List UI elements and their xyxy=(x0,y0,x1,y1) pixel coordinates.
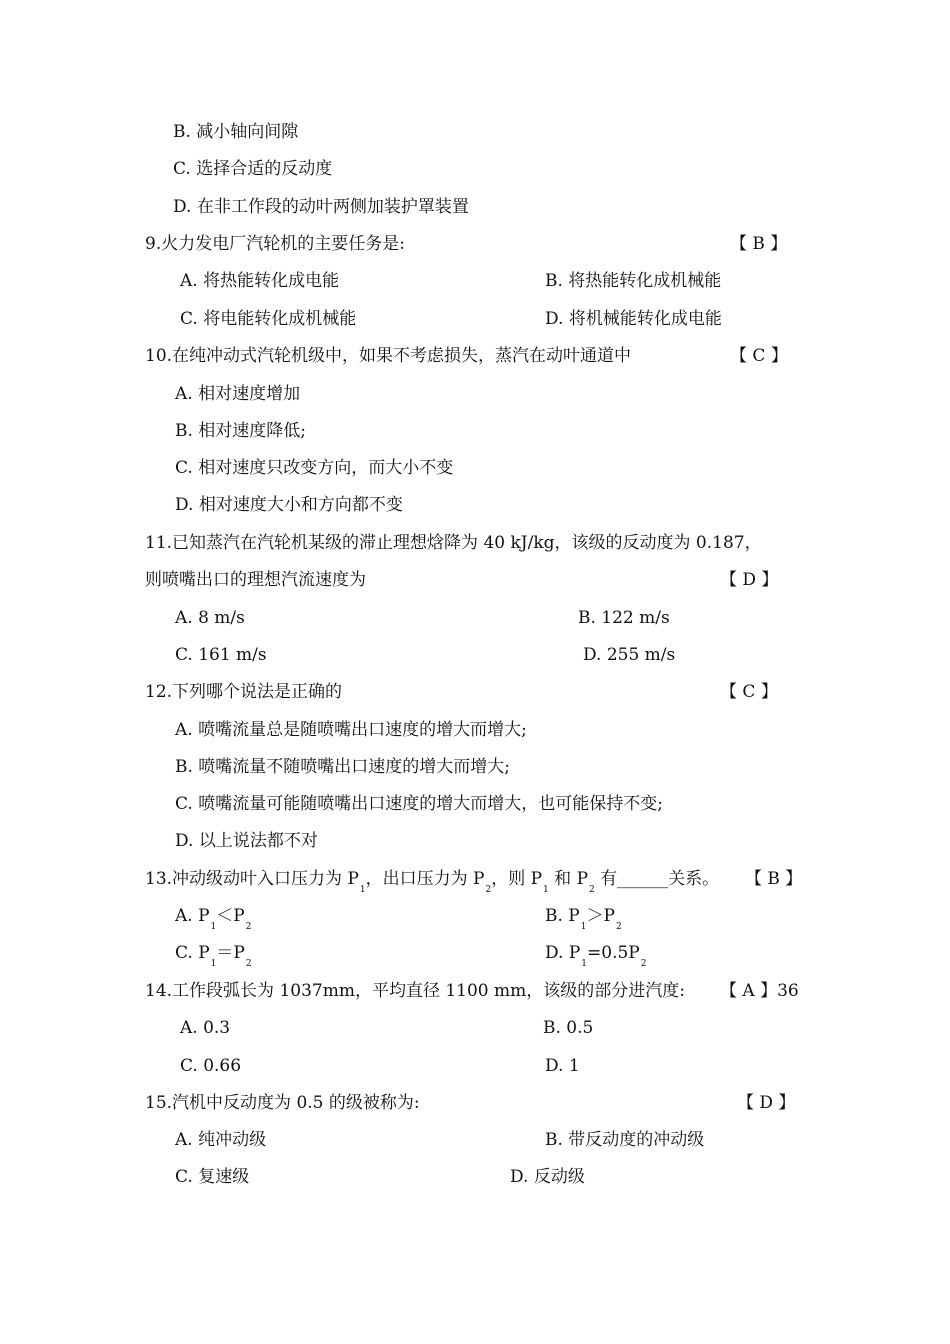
q12-answer: 【 C 】 xyxy=(720,682,778,702)
q8-option-c: C. 选择合适的反动度 xyxy=(173,159,333,179)
q14-option-d: D. 1 xyxy=(545,1056,580,1076)
q13-stem-part3: ，则 P xyxy=(491,869,543,889)
q8-option-d: D. 在非工作段的动叶两侧加装护罩装置 xyxy=(173,197,469,217)
q11-option-c: C. 161 m/s xyxy=(175,645,267,665)
q13-stem xyxy=(145,868,719,893)
q15-option-d: D. 反动级 xyxy=(510,1167,585,1187)
q13-d-sub1: 1 xyxy=(581,959,588,969)
q13-stem-part4: 和 P xyxy=(548,869,589,889)
q13-c-pre: C. P xyxy=(175,943,210,963)
q9-option-d: D. 将机械能转化成电能 xyxy=(545,309,722,329)
q13-stem-part5: 有______关系。 xyxy=(594,869,720,889)
q9-option-b: B. 将热能转化成机械能 xyxy=(545,271,722,291)
q13-sub-4: 2 xyxy=(589,885,595,895)
q10-option-a: A. 相对速度增加 xyxy=(175,384,301,404)
q13-c-sub1: 1 xyxy=(210,959,217,969)
q13-a-sub1: 1 xyxy=(210,922,217,932)
q13-stem-part2: ，出口压力为 P xyxy=(365,869,485,889)
q13-option-d xyxy=(545,942,646,967)
q12-option-b: B. 喷嘴流量不随喷嘴出口速度的增大而增大; xyxy=(175,757,511,777)
q13-b-pre: B. P xyxy=(545,906,580,926)
q12-option-c: C. 喷嘴流量可能随喷嘴出口速度的增大而增大，也可能保持不变; xyxy=(175,794,663,814)
q13-c-sub2: 2 xyxy=(245,959,252,969)
q9-option-c: C. 将电能转化成机械能 xyxy=(180,309,357,329)
q11-stem-line1: 11.已知蒸汽在汽轮机某级的滞止理想焓降为 40 kJ/kg，该级的反动度为 0.187， xyxy=(145,533,762,553)
q13-option-b xyxy=(545,905,622,930)
q14-stem: 14.工作段弧长为 1037mm，平均直径 1100 mm，该级的部分进汽度: xyxy=(145,981,685,1001)
q15-option-b: B. 带反动度的冲动级 xyxy=(545,1130,705,1150)
q13-b-mid: ＞P xyxy=(586,906,615,926)
q10-option-c: C. 相对速度只改变方向，而大小不变 xyxy=(175,458,454,478)
q13-option-c xyxy=(175,942,252,967)
q13-sub-3: 1 xyxy=(543,885,549,895)
q15-option-c: C. 复速级 xyxy=(175,1167,250,1187)
q12-option-d: D. 以上说法都不对 xyxy=(175,831,318,851)
q8-option-b: B. 减小轴向间隙 xyxy=(173,122,299,142)
q9-stem: 9.火力发电厂汽轮机的主要任务是: xyxy=(145,234,405,254)
q12-option-a: A. 喷嘴流量总是随喷嘴出口速度的增大而增大; xyxy=(175,720,527,740)
q13-b-sub1: 1 xyxy=(580,922,587,932)
q10-answer: 【 C 】 xyxy=(730,346,788,366)
q13-option-a xyxy=(175,905,251,930)
q10-option-d: D. 相对速度大小和方向都不变 xyxy=(175,495,403,515)
q13-stem-part1: 13.冲动级动叶入口压力为 P xyxy=(145,869,359,889)
q13-a-sub2: 2 xyxy=(245,922,252,932)
q15-answer: 【 D 】 xyxy=(737,1093,796,1113)
q10-option-b: B. 相对速度降低; xyxy=(175,421,307,441)
q10-stem: 10.在纯冲动式汽轮机级中，如果不考虑损失，蒸汽在动叶通道中 xyxy=(145,346,632,366)
q14-answer: 【 A 】36 xyxy=(720,981,799,1001)
q13-answer: 【 B 】 xyxy=(745,869,803,889)
q11-option-b: B. 122 m/s xyxy=(578,608,670,628)
q13-d-mid: =0.5P xyxy=(587,943,640,963)
q15-option-a: A. 纯冲动级 xyxy=(175,1130,267,1150)
q13-d-pre: D. P xyxy=(545,943,581,963)
q14-option-b: B. 0.5 xyxy=(543,1018,594,1038)
q13-sub-2: 2 xyxy=(485,885,492,895)
q11-stem-line2: 则喷嘴出口的理想汽流速度为 xyxy=(145,570,366,590)
q13-sub-1: 1 xyxy=(359,885,366,895)
q14-option-a: A. 0.3 xyxy=(180,1018,231,1038)
q13-c-mid: ＝P xyxy=(216,943,245,963)
q14-option-c: C. 0.66 xyxy=(180,1056,242,1076)
q13-d-sub2: 2 xyxy=(640,959,647,969)
q13-b-sub2: 2 xyxy=(615,922,622,932)
q13-a-mid: ＜P xyxy=(216,906,245,926)
q11-answer: 【 D 】 xyxy=(720,570,779,590)
q15-stem: 15.汽机中反动度为 0.5 的级被称为: xyxy=(145,1093,420,1113)
q9-option-a: A. 将热能转化成电能 xyxy=(180,271,340,291)
q11-option-a: A. 8 m/s xyxy=(175,608,245,628)
q11-option-d: D. 255 m/s xyxy=(583,645,676,665)
q13-a-pre: A. P xyxy=(175,906,210,926)
q12-stem: 12.下列哪个说法是正确的 xyxy=(145,682,343,702)
q9-answer: 【 B 】 xyxy=(730,234,788,254)
